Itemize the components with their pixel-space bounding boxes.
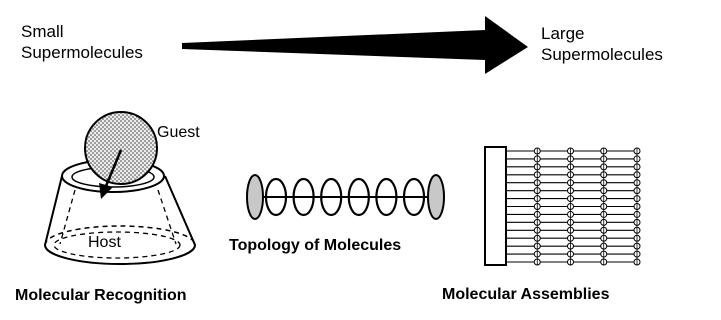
molecular-assemblies-caption: Molecular Assemblies xyxy=(442,286,610,303)
guest-label: Guest xyxy=(157,124,200,141)
large-label-line2: Supermolecules xyxy=(541,45,663,64)
small-label-line1: Small xyxy=(21,22,64,41)
small-label-line2: Supermolecules xyxy=(21,43,143,62)
assembly-substrate xyxy=(485,147,506,265)
topology-caption: Topology of Molecules xyxy=(229,237,402,254)
molecular-assembly-illustration xyxy=(485,147,640,265)
molecular-recognition-caption: Molecular Recognition xyxy=(15,287,187,304)
host-label: Host xyxy=(88,234,121,251)
left-stopper xyxy=(247,175,263,219)
guest-sphere xyxy=(85,112,157,184)
large-label-line1: Large xyxy=(541,24,585,43)
right-stopper xyxy=(428,175,444,219)
size-progression-arrow xyxy=(182,16,528,74)
rotaxane-illustration xyxy=(247,175,444,219)
